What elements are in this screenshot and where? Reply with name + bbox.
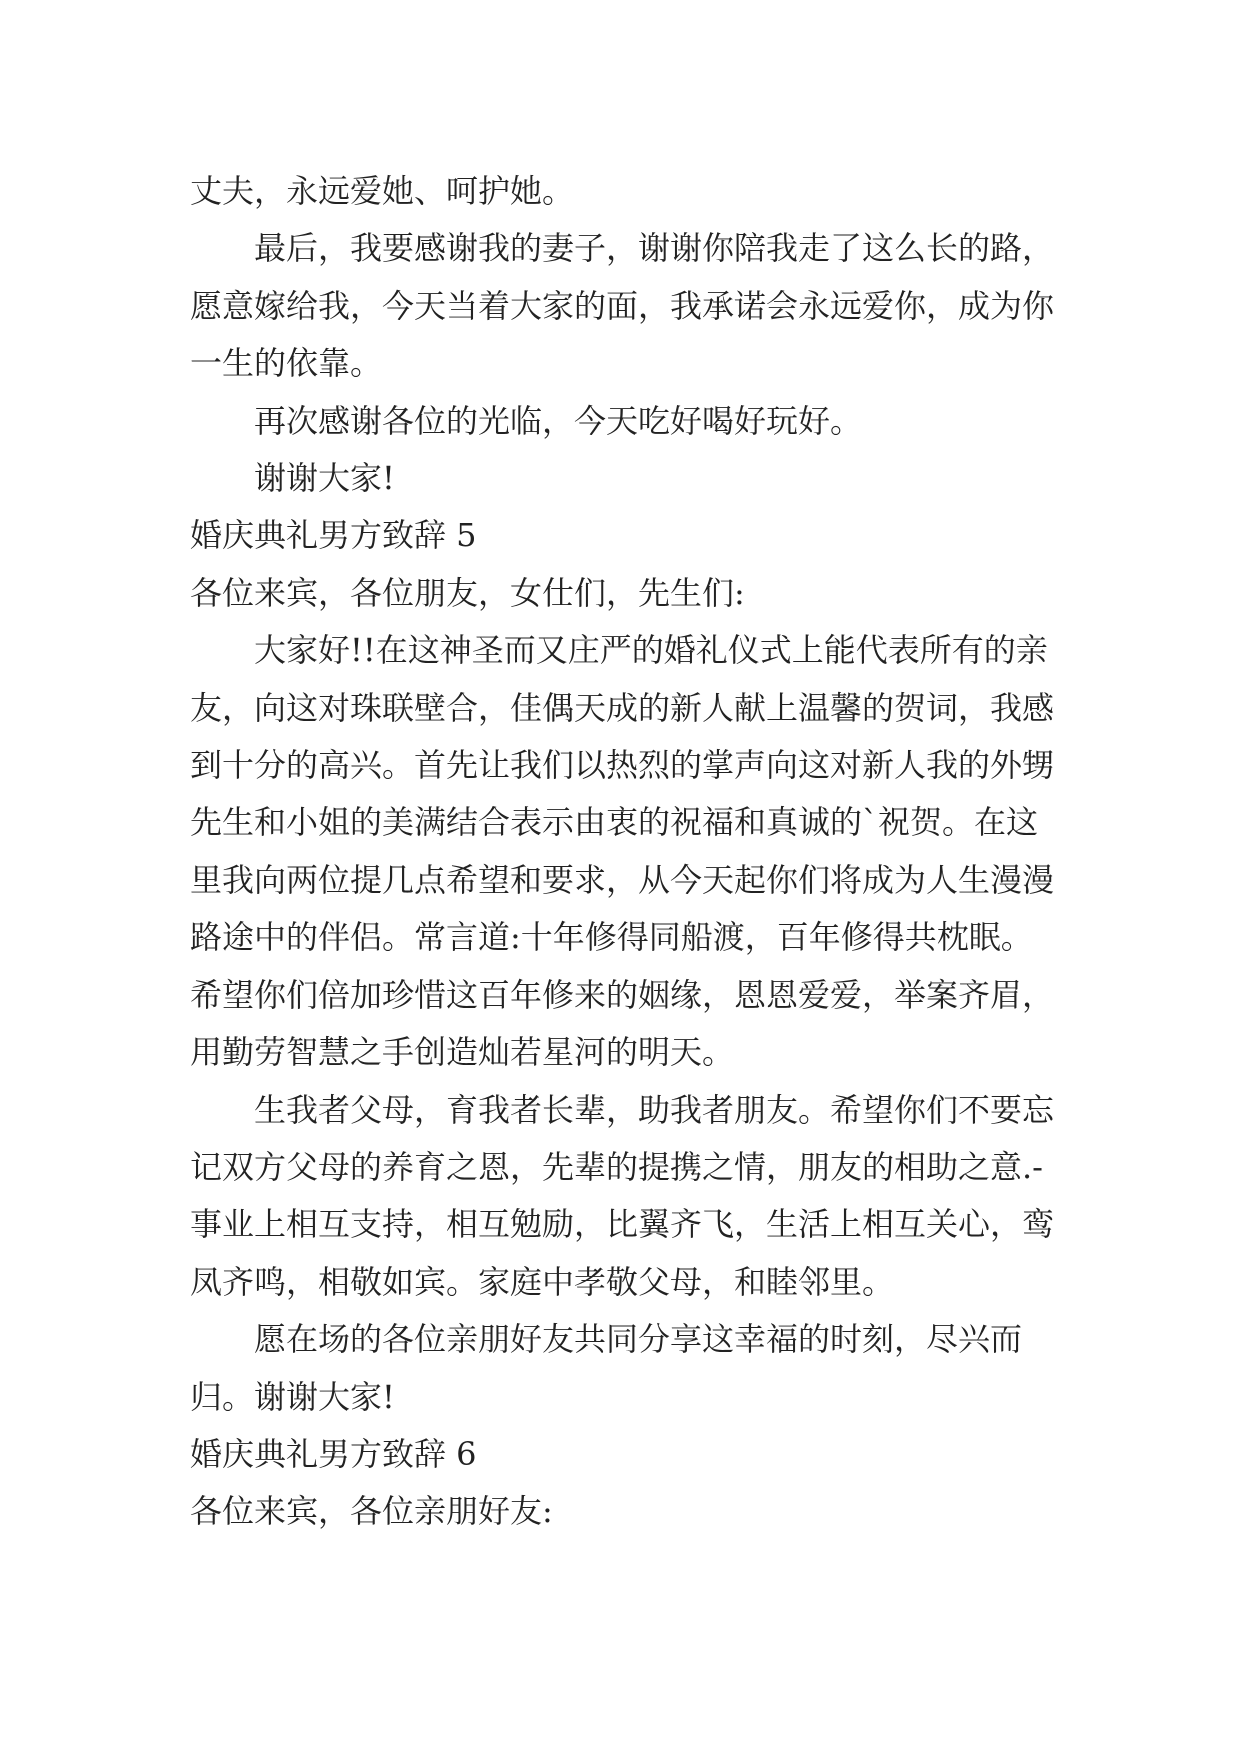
paragraph-share-happiness: 愿在场的各位亲朋好友共同分享这幸福的时刻，尽兴而归。谢谢大家!: [190, 1320, 1023, 1416]
section-heading-6: 婚庆典礼男方致辞 6: [190, 1434, 477, 1473]
paragraph-blessing: 大家好!!在这神圣而又庄严的婚礼仪式上能代表所有的亲友，向这对珠联壁合，佳偶天成的新人献上温馨的贺词，我感到十分的高兴。首先让我们以热烈的掌声向这对新人我的外甥先生和小姐的美满结合表示由衷的祝福和真诚的`祝贺。在这里我向两位提几点希望和要求，从今天起你们将成为人生漫漫路途中的伴侣。常言道:十年修得同船渡，百年修得共枕眠。希望你们倍加珍惜这百年修来的姻缘，恩恩爱爱，举案齐眉，用勤劳智慧之手创造灿若星河的明天。: [190, 631, 1055, 1072]
paragraph-thanks-wife: 最后，我要感谢我的妻子，谢谢你陪我走了这么长的路，愿意嫁给我，今天当着大家的面，我承诺会永远爱你，成为你一生的依靠。: [190, 229, 1055, 383]
section-heading-5: 婚庆典礼男方致辞 5: [190, 516, 477, 555]
paragraph-closing-fragment: 丈夫，永远爱她、呵护她。: [190, 172, 575, 210]
document-body: [190, 163, 1060, 1541]
paragraph-thank-you: 谢谢大家!: [254, 459, 395, 498]
paragraph-thanks-guests: 再次感谢各位的光临，今天吃好喝好玩好。: [254, 401, 863, 440]
salutation-5: 各位来宾，各位朋友，女仕们，先生们:: [190, 573, 745, 612]
salutation-6: 各位来宾，各位亲朋好友:: [190, 1492, 553, 1531]
paragraph-parents: 生我者父母，育我者长辈，助我者朋友。希望你们不要忘记双方父母的养育之恩，先辈的提携之情，朋友的相助之意.-事业上相互支持，相互勉励，比翼齐飞，生活上相互关心，鸾凤齐鸣，相敬如宾。家庭中孝敬父母，和睦邻里。: [190, 1090, 1055, 1301]
